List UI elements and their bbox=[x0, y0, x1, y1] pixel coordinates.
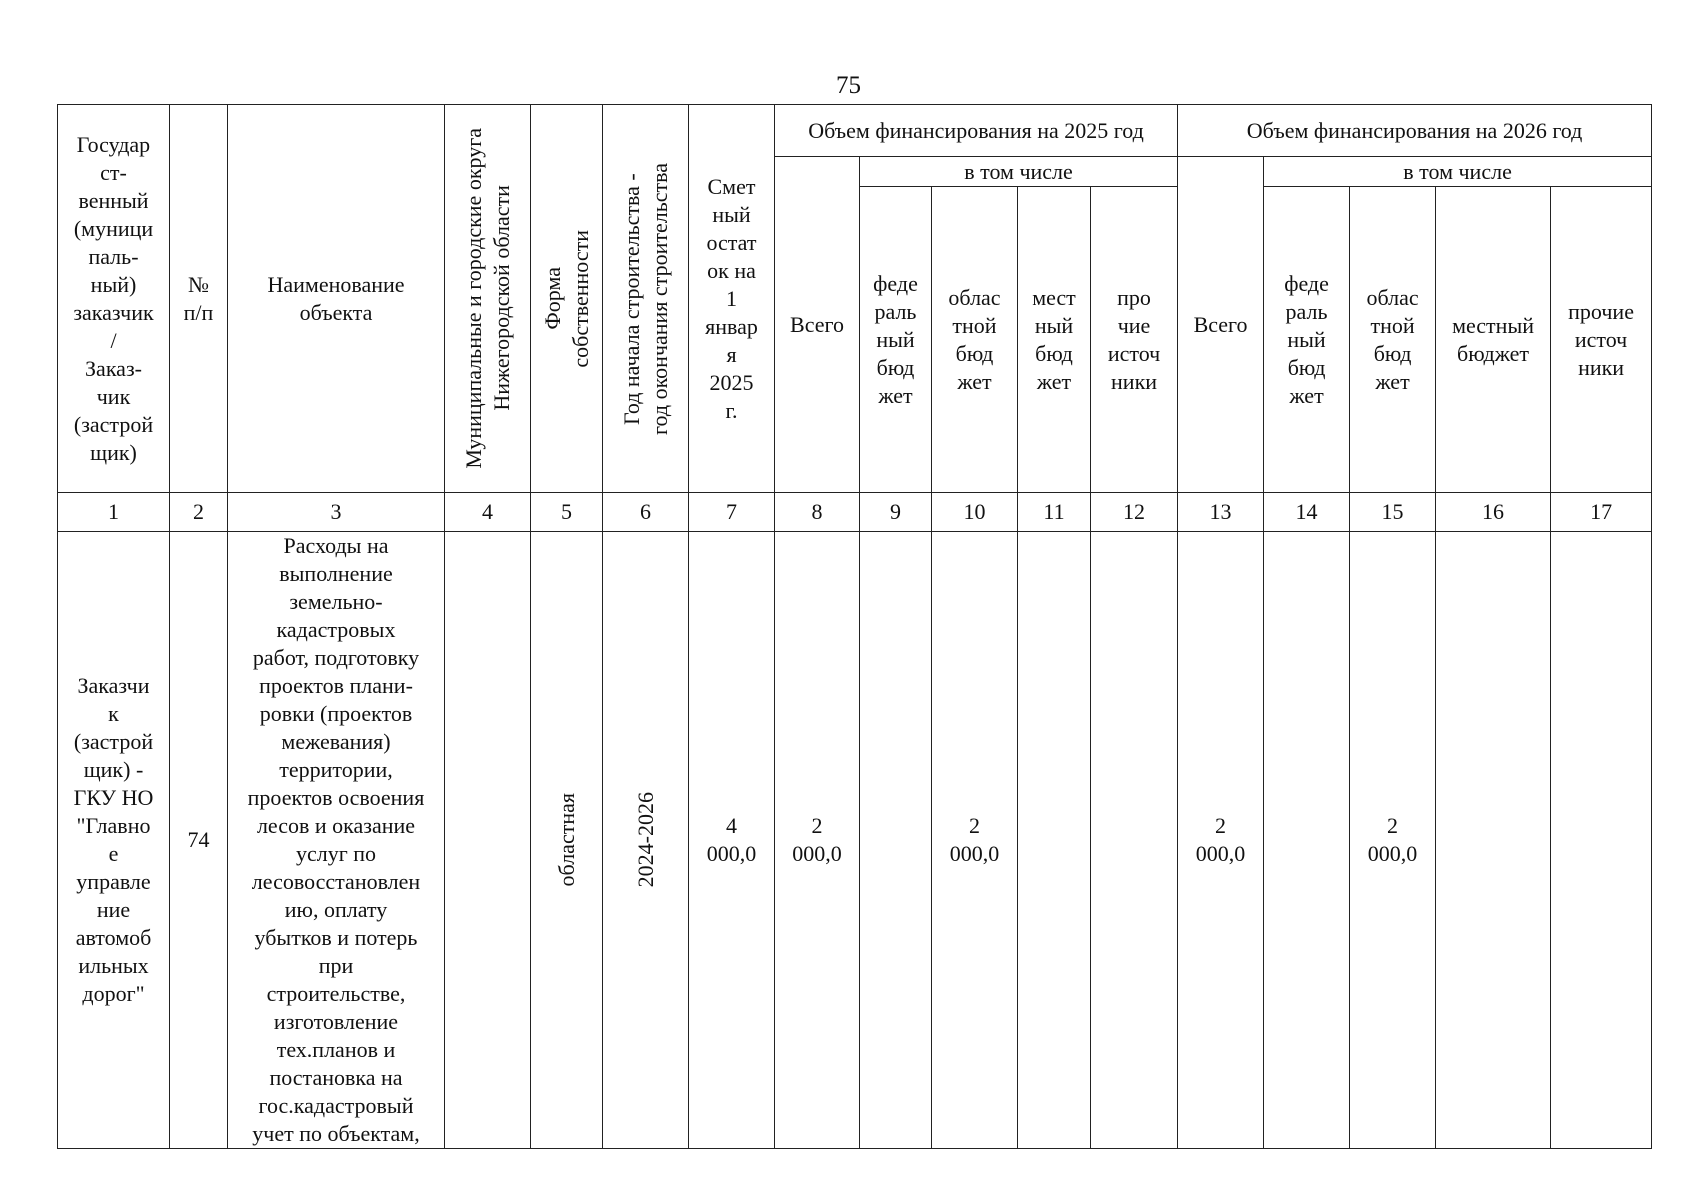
header-total-2025: Всего bbox=[775, 157, 860, 493]
header-total-2026: Всего bbox=[1178, 157, 1264, 493]
page-number: 75 bbox=[836, 72, 861, 99]
row-estimate: 4 000,0 bbox=[689, 532, 775, 1149]
row-years bbox=[603, 532, 689, 1149]
header-municipal-text: Муниципальные и городские округа Нижегородской области bbox=[460, 128, 514, 469]
header-ownership bbox=[531, 105, 603, 493]
header-ownership-text: Форма собственности bbox=[539, 229, 593, 368]
row-years-text: 2024-2026 bbox=[632, 792, 658, 888]
table-row bbox=[58, 532, 1652, 1149]
row-number: 74 bbox=[170, 532, 228, 1149]
header-including-2026: в том числе bbox=[1264, 157, 1652, 187]
row-municipal bbox=[445, 532, 531, 1149]
header-years-text: Год начала строительства - год окончания строительства bbox=[618, 162, 672, 435]
column-number: 15 bbox=[1350, 493, 1436, 532]
row-local-2026 bbox=[1436, 532, 1551, 1149]
column-number: 2 bbox=[170, 493, 228, 532]
header-municipal bbox=[445, 105, 531, 493]
row-object-name: Расходы на выполнение земельно- кадастровых работ, подготовку проектов плани- ровки (проектов межевания) территории, проектов освоения лесов и оказание услуг по лесовосстановлен ию, оплату убытков и потерь при строительстве, изготовление тех.планов и постановка на гос.кадастровый учет по объектам, bbox=[228, 532, 445, 1149]
column-number: 17 bbox=[1551, 493, 1652, 532]
column-number: 9 bbox=[860, 493, 932, 532]
header-other-2026: прочие источ ники bbox=[1551, 187, 1652, 493]
header-regional-2025: облас тной бюд жет bbox=[932, 187, 1018, 493]
header-estimate: Смет ный остат ок на 1 январ я 2025 г. bbox=[689, 105, 775, 493]
row-total-2026: 2 000,0 bbox=[1178, 532, 1264, 1149]
column-number: 1 bbox=[58, 493, 170, 532]
header-financing-2026: Объем финансирования на 2026 год bbox=[1178, 105, 1652, 157]
header-object-name: Наименование объекта bbox=[228, 105, 445, 493]
column-number: 12 bbox=[1091, 493, 1178, 532]
header-number: № п/п bbox=[170, 105, 228, 493]
header-customer: Государ ст- венный (муници паль- ный) заказчик / Заказ- чик (застрой щик) bbox=[58, 105, 170, 493]
row-local-2025 bbox=[1018, 532, 1091, 1149]
header-local-2025: мест ный бюд жет bbox=[1018, 187, 1091, 493]
row-other-2025 bbox=[1091, 532, 1178, 1149]
column-number-row bbox=[58, 493, 1652, 532]
header-federal-2026: феде раль ный бюд жет bbox=[1264, 187, 1350, 493]
header-financing-2025: Объем финансирования на 2025 год bbox=[775, 105, 1178, 157]
row-regional-2025: 2 000,0 bbox=[932, 532, 1018, 1149]
column-number: 6 bbox=[603, 493, 689, 532]
column-number: 8 bbox=[775, 493, 860, 532]
header-including-2025: в том числе bbox=[860, 157, 1178, 187]
row-other-2026 bbox=[1551, 532, 1652, 1149]
row-federal-2026 bbox=[1264, 532, 1350, 1149]
column-number: 5 bbox=[531, 493, 603, 532]
header-row-1 bbox=[58, 105, 1652, 157]
row-ownership-text: областная bbox=[553, 793, 579, 887]
header-federal-2025: феде раль ный бюд жет bbox=[860, 187, 932, 493]
column-number: 4 bbox=[445, 493, 531, 532]
row-customer: Заказчи к (застрой щик) - ГКУ НО "Главно е управле ние автомоб ильных дорог" bbox=[58, 532, 170, 1149]
header-other-2025: про чие источ ники bbox=[1091, 187, 1178, 493]
column-number: 7 bbox=[689, 493, 775, 532]
column-number: 14 bbox=[1264, 493, 1350, 532]
header-regional-2026: облас тной бюд жет bbox=[1350, 187, 1436, 493]
row-federal-2025 bbox=[860, 532, 932, 1149]
column-number: 3 bbox=[228, 493, 445, 532]
row-total-2025: 2 000,0 bbox=[775, 532, 860, 1149]
row-regional-2026: 2 000,0 bbox=[1350, 532, 1436, 1149]
column-number: 11 bbox=[1018, 493, 1091, 532]
header-years bbox=[603, 105, 689, 493]
header-local-2026: местный бюджет bbox=[1436, 187, 1551, 493]
column-number: 10 bbox=[932, 493, 1018, 532]
column-number: 13 bbox=[1178, 493, 1264, 532]
column-number: 16 bbox=[1436, 493, 1551, 532]
financing-table bbox=[57, 104, 1652, 1149]
row-ownership bbox=[531, 532, 603, 1149]
